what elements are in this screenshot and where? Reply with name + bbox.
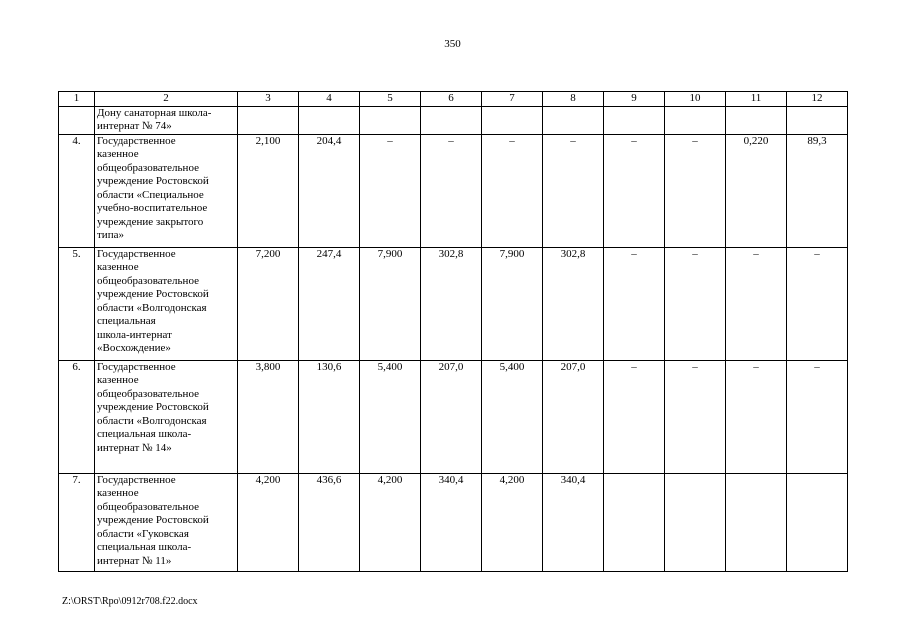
value-cell: – <box>543 134 604 247</box>
value-cell <box>604 473 665 571</box>
value-cell <box>726 106 787 134</box>
header-cell: 11 <box>726 92 787 107</box>
table-row <box>59 360 848 473</box>
value-cell: – <box>604 247 665 360</box>
value-cell: – <box>726 247 787 360</box>
value-cell: – <box>665 134 726 247</box>
value-cell: 340,4 <box>421 473 482 571</box>
header-cell: 12 <box>787 92 848 107</box>
value-cell: – <box>787 360 848 473</box>
row-number-cell <box>59 106 95 134</box>
value-cell: – <box>665 247 726 360</box>
header-cell: 4 <box>299 92 360 107</box>
row-number-cell: 4. <box>59 134 95 247</box>
value-cell: – <box>360 134 421 247</box>
table-row <box>59 134 848 247</box>
header-cell: 2 <box>95 92 238 107</box>
value-cell: 247,4 <box>299 247 360 360</box>
header-cell: 8 <box>543 92 604 107</box>
table-header-row <box>59 92 848 107</box>
value-cell: 340,4 <box>543 473 604 571</box>
value-cell: 4,200 <box>482 473 543 571</box>
institution-name-cell: Государственное казенное общеобразовательное учреждение Ростовской области «Волгодонская специальная школа-интернат «Восхождение» <box>95 247 238 360</box>
value-cell <box>604 106 665 134</box>
value-cell <box>726 473 787 571</box>
institution-name-cell: Дону санаторная школа- интернат № 74» <box>95 106 238 134</box>
row-number-cell: 5. <box>59 247 95 360</box>
value-cell: 204,4 <box>299 134 360 247</box>
value-cell: – <box>604 134 665 247</box>
value-cell <box>238 106 299 134</box>
row-number-cell: 7. <box>59 473 95 571</box>
value-cell <box>665 473 726 571</box>
value-cell: 302,8 <box>421 247 482 360</box>
file-path-footer: Z:\ORST\Rpo\0912r708.f22.docx <box>62 596 198 607</box>
value-cell: 7,900 <box>482 247 543 360</box>
value-cell <box>482 106 543 134</box>
institution-name-cell: Государственное казенное общеобразовательное учреждение Ростовской области «Специальное учебно-воспитательное учреждение закрытого типа» <box>95 134 238 247</box>
value-cell <box>299 106 360 134</box>
header-cell: 3 <box>238 92 299 107</box>
value-cell: 7,200 <box>238 247 299 360</box>
header-cell: 5 <box>360 92 421 107</box>
value-cell <box>543 106 604 134</box>
header-cell: 10 <box>665 92 726 107</box>
value-cell: 130,6 <box>299 360 360 473</box>
header-cell: 1 <box>59 92 95 107</box>
header-cell: 9 <box>604 92 665 107</box>
budget-table <box>58 91 848 572</box>
table-row <box>59 106 848 134</box>
header-cell: 6 <box>421 92 482 107</box>
value-cell <box>665 106 726 134</box>
table-row <box>59 473 848 571</box>
value-cell: 302,8 <box>543 247 604 360</box>
value-cell: 0,220 <box>726 134 787 247</box>
institution-name-cell: Государственное казенное общеобразовательное учреждение Ростовской области «Гуковская специальная школа- интернат № 11» <box>95 473 238 571</box>
value-cell: 5,400 <box>482 360 543 473</box>
value-cell: – <box>726 360 787 473</box>
value-cell: – <box>482 134 543 247</box>
value-cell: 207,0 <box>421 360 482 473</box>
value-cell: – <box>665 360 726 473</box>
page-number: 350 <box>444 38 461 50</box>
value-cell: 4,200 <box>360 473 421 571</box>
value-cell: – <box>421 134 482 247</box>
value-cell: 4,200 <box>238 473 299 571</box>
institution-name-cell: Государственное казенное общеобразовательное учреждение Ростовской области «Волгодонская специальная школа- интернат № 14» <box>95 360 238 473</box>
value-cell: 5,400 <box>360 360 421 473</box>
value-cell: 3,800 <box>238 360 299 473</box>
row-number-cell: 6. <box>59 360 95 473</box>
value-cell: – <box>604 360 665 473</box>
value-cell: 7,900 <box>360 247 421 360</box>
value-cell: 2,100 <box>238 134 299 247</box>
value-cell: – <box>787 247 848 360</box>
value-cell <box>421 106 482 134</box>
header-cell: 7 <box>482 92 543 107</box>
value-cell: 207,0 <box>543 360 604 473</box>
value-cell <box>787 106 848 134</box>
value-cell: 89,3 <box>787 134 848 247</box>
table-row <box>59 247 848 360</box>
value-cell: 436,6 <box>299 473 360 571</box>
value-cell <box>787 473 848 571</box>
value-cell <box>360 106 421 134</box>
